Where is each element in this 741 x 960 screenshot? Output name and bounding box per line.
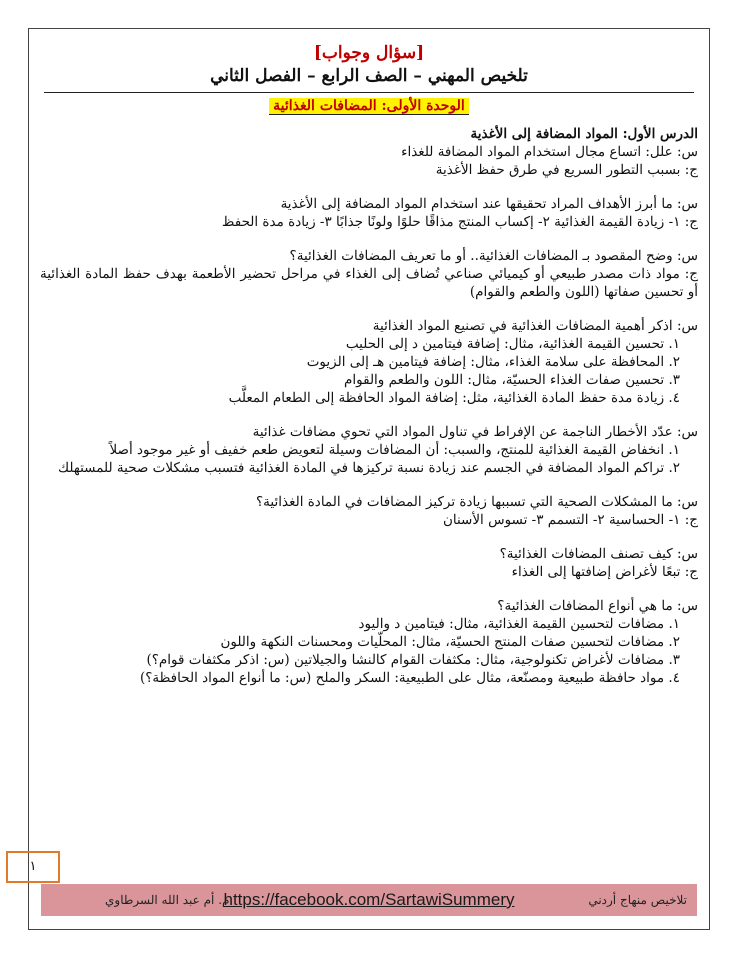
page-number: ١ <box>6 851 60 883</box>
list-item: ٣. تحسين صفات الغذاء الحسيّة، مثال: اللون والطعم والقوام <box>344 372 680 388</box>
qa-block <box>40 545 698 581</box>
list-item: ١. انخفاض القيمة الغذائية للمنتج، والسبب: أن المضافات وسيلة لتعويض طعم خفيف أو غير موجود أصلاً <box>109 442 680 458</box>
question-line: س: اذكر أهمية المضافات الغذائية في تصنيع المواد الغذائية <box>372 318 698 334</box>
list-item: ٢. المحافظة على سلامة الغذاء، مثال: إضافة فيتامين هـ إلى الزيوت <box>306 354 680 370</box>
page-title: تلخيص المهني – الصف الرابع – الفصل الثاني <box>44 64 694 93</box>
qa-block <box>40 317 698 407</box>
list-item: ١. تحسين القيمة الغذائية، مثال: إضافة فيتامين د إلى الحليب <box>345 336 680 352</box>
answer-line: ج: بسبب التطور السريع في طرق حفظ الأغذية <box>435 162 698 178</box>
question-line: س: ما أبرز الأهداف المراد تحقيقها عند استخدام المواد المضافة إلى الأغذية <box>280 196 698 212</box>
qa-label: [سؤال وجواب] <box>313 43 425 63</box>
question-line: س: علل: اتساع مجال استخدام المواد المضافة للغذاء <box>401 144 698 160</box>
list-item: ٢. مضافات لتحسين صفات المنتج الحسيّة، مثال: المحلّيات ومحسنات النكهة واللون <box>220 634 680 650</box>
question-line: س: وضح المقصود بـ المضافات الغذائية.. أو ما تعريف المضافات الغذائية؟ <box>289 248 698 264</box>
lesson-title: الدرس الأول: المواد المضافة إلى الأغذية <box>470 126 698 142</box>
answer-line: ج: مواد ذات مصدر طبيعي أو كيميائي صناعي تُضاف إلى الغذاء في مراحل تحضير الأطعمة بهدف حفظ المادة الغذائية أو تحسين صفاتها (اللون والطعم والقوام) <box>40 266 698 300</box>
qa-block <box>40 423 698 477</box>
question-line: س: ما المشكلات الصحية التي تسببها زيادة تركيز المضافات في المادة الغذائية؟ <box>256 494 698 510</box>
list-item: ٢. تراكم المواد المضافة في الجسم عند زيادة نسبة تركيزها في المادة الغذائية فتسبب مشكلات صحية للمستهلك <box>58 460 680 476</box>
footer-bar <box>41 884 697 916</box>
list-item: ٤. مواد حافظة طبيعية ومصنّعة، مثال على الطبيعية: السكر والملح (س: ما أنواع المواد الحافظة؟) <box>139 670 680 686</box>
list-item: ٤. زيادة مدة حفظ المادة الغذائية، مثل: إضافة المواد الحافظة إلى الطعام المعلَّب <box>228 390 680 406</box>
answer-line: ج: ١- زيادة القيمة الغذائية ٢- إكساب المنتج مذاقًا حلوًا ولونًا جذابًا ٣- زيادة مدة الحفظ <box>221 214 698 230</box>
facebook-link[interactable]: https://facebook.com/SartawiSummery <box>223 890 515 909</box>
question-line: س: كيف تصنف المضافات الغذائية؟ <box>499 546 698 562</box>
question-line: س: عدّد الأخطار الناجمة عن الإفراط في تناول المواد التي تحوي مضافات غذائية <box>252 424 698 440</box>
qa-block <box>40 143 698 179</box>
question-line: س: ما هي أنواع المضافات الغذائية؟ <box>497 598 698 614</box>
list-item: ١. مضافات لتحسين القيمة الغذائية، مثال: فيتامين د واليود <box>358 616 680 632</box>
qa-block <box>40 195 698 231</box>
qa-block <box>40 247 698 301</box>
footer-series-label: تلاخيص منهاج أردني <box>588 893 687 907</box>
unit-title: الوحدة الأولى: المضافات الغذائية <box>269 98 469 115</box>
qa-block <box>40 597 698 687</box>
document-body <box>40 38 698 687</box>
list-item: ٣. مضافات لأغراض تكنولوجية، مثال: مكثفات القوام كالنشا والجيلاتين (س: اذكر مكثفات قوام؟) <box>146 652 680 668</box>
answer-line: ج: تبعًا لأغراض إضافتها إلى الغذاء <box>511 564 698 580</box>
answer-line: ج: ١- الحساسية ٢- التسمم ٣- تسوس الأسنان <box>442 512 698 528</box>
author-name: م. أم عبد الله السرطاوي <box>105 893 230 907</box>
qa-block <box>40 493 698 529</box>
